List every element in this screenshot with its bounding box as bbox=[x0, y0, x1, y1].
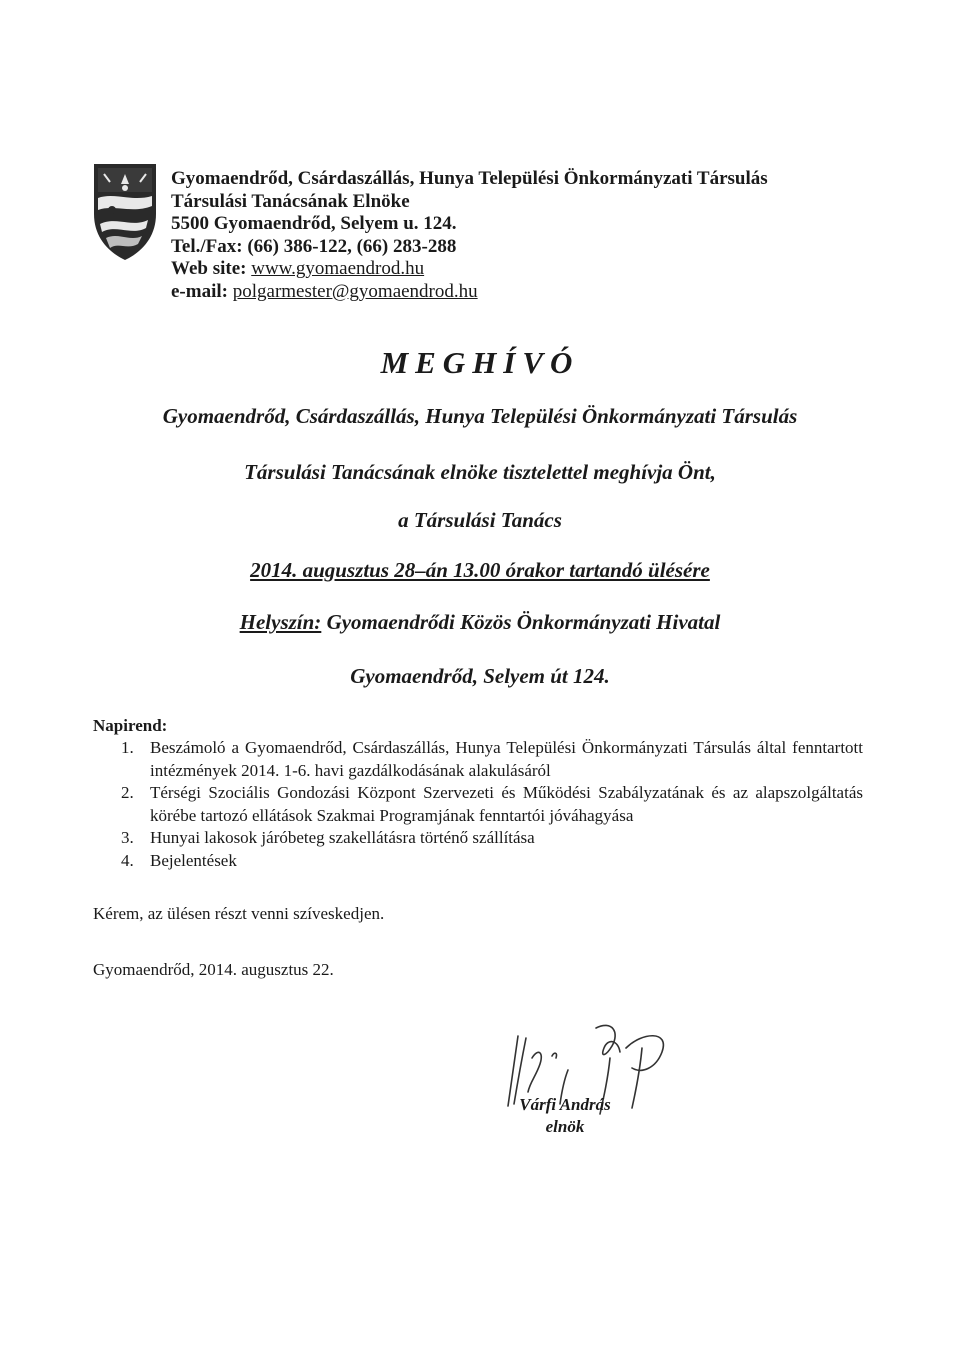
signer-title: elnök bbox=[545, 1117, 585, 1136]
agenda-item-text: Hunyai lakosok járóbeteg szakellátásra történő szállítása bbox=[150, 828, 535, 847]
agenda-list bbox=[93, 737, 863, 872]
document-title: MEGHÍVÓ bbox=[380, 345, 580, 380]
postal-address: 5500 Gyomaendrőd, Selyem u. 124. bbox=[171, 213, 457, 234]
agenda-item bbox=[93, 737, 863, 782]
agenda-item bbox=[93, 827, 863, 850]
location-label: Helyszín: bbox=[239, 610, 322, 634]
phone-fax: Tel./Fax: (66) 386-122, (66) 283-288 bbox=[171, 235, 457, 257]
agenda-item-text: Térségi Szociális Gondozási Központ Szervezeti és Működési Szabályzatának és az alapszolgáltatás körébe tartozó ellátások Szakmai Programjának fenntartói jóváhagyása bbox=[150, 783, 863, 825]
agenda-item bbox=[93, 850, 863, 873]
website-label: Web site: bbox=[171, 258, 252, 279]
invitation-body: a Társulási Tanács bbox=[398, 508, 562, 532]
office-title: Társulási Tanácsának Elnöke bbox=[171, 190, 410, 212]
letterhead bbox=[171, 168, 871, 303]
place-and-date: Gyomaendrőd, 2014. augusztus 22. bbox=[93, 960, 334, 979]
agenda-item-number: 2. bbox=[121, 783, 134, 802]
meeting-location bbox=[0, 610, 960, 635]
agenda-item-text: Beszámoló a Gyomaendrőd, Csárdaszállás, Hunya Települési Önkormányzati Társulás által fenntartott intézmények 2014. 1-6. havi gazdálkodásának alakulásáról bbox=[150, 738, 863, 780]
agenda-item-number: 4. bbox=[121, 850, 134, 870]
agenda-label: Napirend: bbox=[93, 716, 168, 735]
email-line bbox=[171, 281, 871, 304]
coat-of-arms-icon bbox=[92, 162, 158, 262]
org-name: Gyomaendrőd, Csárdaszállás, Hunya Települési Önkormányzati Társulás bbox=[171, 168, 768, 189]
email-label: e-mail: bbox=[171, 280, 233, 302]
website-line bbox=[171, 258, 871, 281]
invitation-org: Gyomaendrőd, Csárdaszállás, Hunya Települési Önkormányzati Társulás bbox=[162, 404, 798, 428]
agenda-item-text: Bejelentések bbox=[150, 850, 237, 870]
location-address: Gyomaendrőd, Selyem út 124. bbox=[350, 664, 610, 688]
signer-name: Várfi András bbox=[519, 1095, 611, 1114]
location-name: Gyomaendrődi Közös Önkormányzati Hivatal bbox=[321, 610, 721, 634]
agenda-item-number: 1. bbox=[121, 738, 134, 757]
website-link[interactable]: www.gyomaendrod.hu bbox=[251, 258, 425, 279]
agenda-item bbox=[93, 782, 863, 827]
email-link[interactable]: polgarmester@gyomaendrod.hu bbox=[232, 280, 478, 302]
closing-request: Kérem, az ülésen részt venni szíveskedjen. bbox=[93, 904, 385, 923]
meeting-date: 2014. augusztus 28–án 13.00 órakor tartandó ülésére bbox=[250, 558, 710, 582]
agenda-item-number: 3. bbox=[121, 828, 134, 847]
invitation-text: Társulási Tanácsának elnöke tisztelettel meghívja Önt, bbox=[244, 460, 716, 484]
